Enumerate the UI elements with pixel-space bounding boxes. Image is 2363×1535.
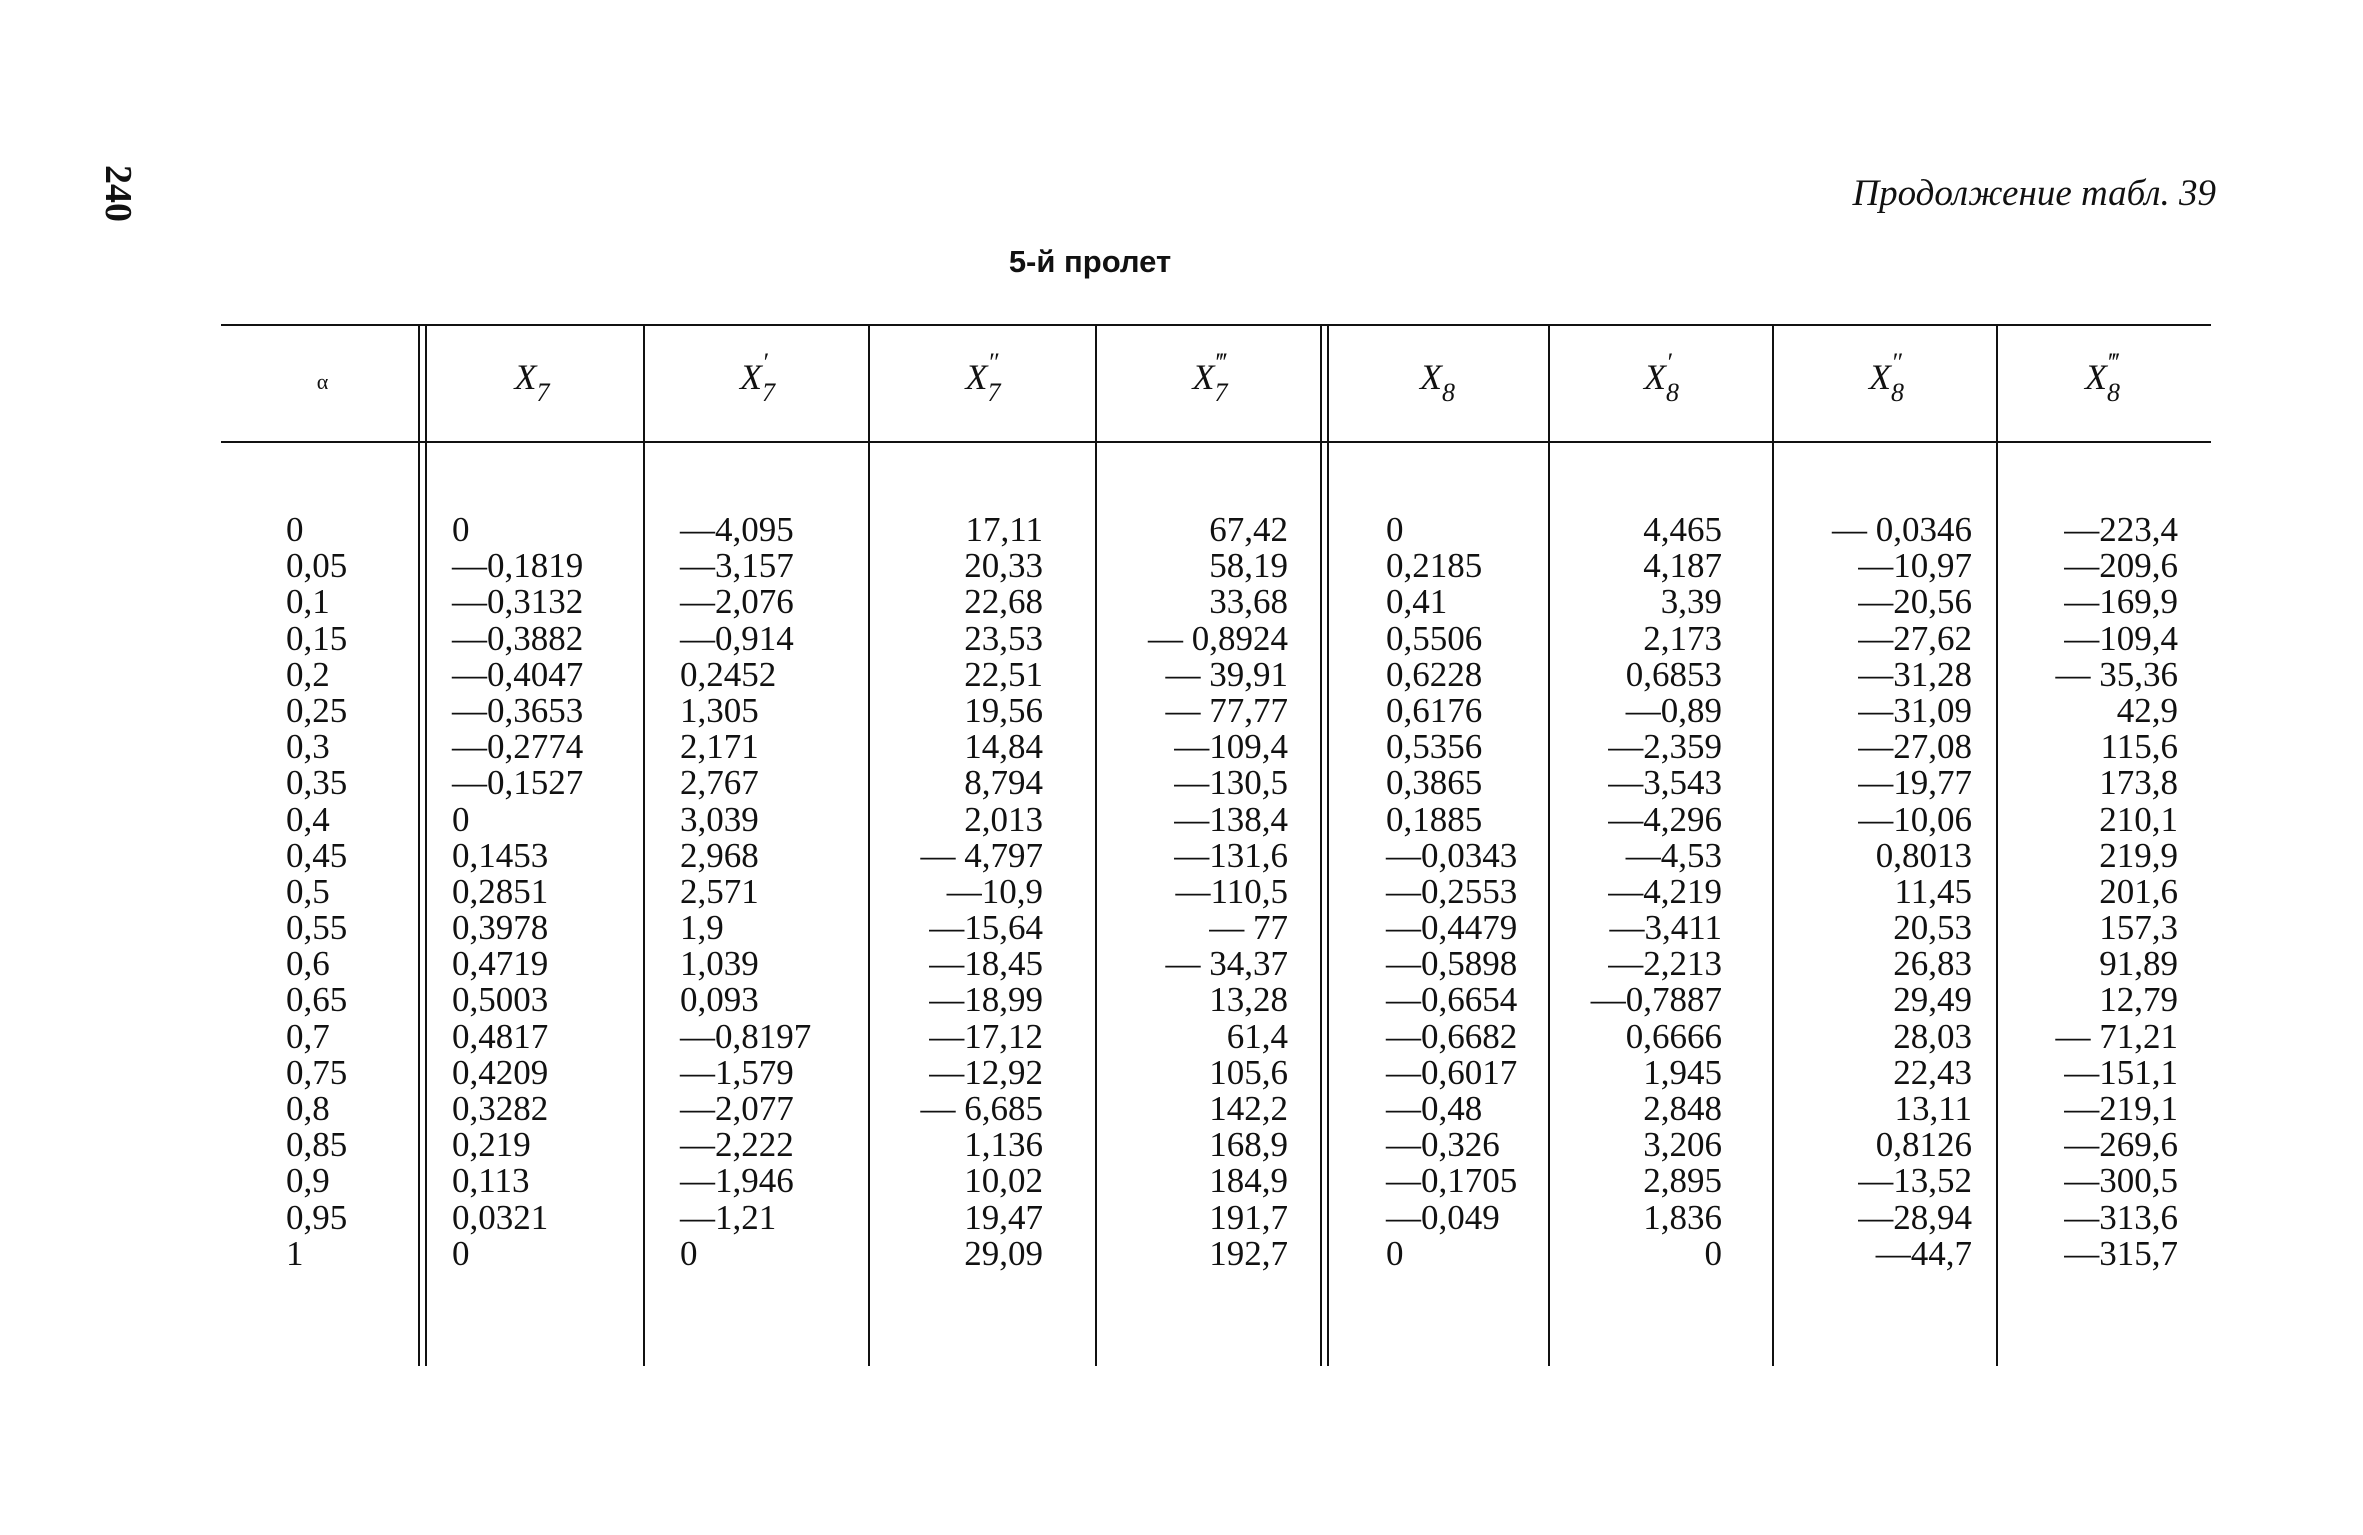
column-values-X7p [680, 512, 840, 1272]
column-header-prime: ″ [1891, 348, 1902, 377]
table-cell: 0,3282 [452, 1089, 549, 1128]
table-cell: 3,039 [680, 799, 759, 839]
table-cell: —18,45 [929, 944, 1043, 984]
table-cell: —0,6654 [1386, 980, 1518, 1020]
column-header-label: X [1192, 357, 1215, 397]
column-header-X8 [1330, 356, 1545, 407]
table-cell: —0,2774 [452, 727, 584, 767]
table-cell: 11,45 [1894, 871, 1972, 911]
table-cell: 0,85 [286, 1125, 348, 1165]
table-cell: 0,4719 [452, 944, 549, 984]
table-cell: 29,09 [964, 1233, 1043, 1273]
column-divider [643, 326, 645, 1366]
table-cell: —2,222 [680, 1125, 794, 1165]
table-cell: —169,9 [2064, 582, 2178, 622]
table-cell: 0,6 [286, 944, 330, 984]
table-cell: 0 [286, 510, 304, 549]
table-cell: —0,89 [1625, 690, 1722, 730]
column-header-prime: ′ [762, 348, 768, 377]
table-cell: —10,9 [946, 871, 1043, 911]
table-cell: 12,79 [2099, 980, 2178, 1020]
table-cell: — 35,36 [2055, 654, 2178, 694]
table-cell: —3,543 [1608, 763, 1722, 803]
table-cell: —151,1 [2064, 1052, 2178, 1092]
table-cell: —269,6 [2064, 1125, 2178, 1165]
table-cell: 2,968 [680, 835, 759, 875]
column-header-X8ppp [2002, 348, 2203, 407]
column-header-label: X [1420, 357, 1442, 397]
table-cell: 0,2851 [452, 871, 549, 911]
table-cell: 33,68 [1209, 582, 1288, 622]
table-cell: 0,45 [286, 835, 348, 875]
table-cell: —109,4 [2064, 618, 2178, 658]
table-cell: 210,1 [2099, 799, 2178, 839]
table-cell: 4,187 [1643, 546, 1722, 586]
table-cell: 67,42 [1209, 510, 1288, 549]
table-cell: —0,3882 [452, 618, 584, 658]
table-cell: —0,1705 [1386, 1161, 1518, 1201]
column-values-X8ppp [2028, 512, 2178, 1272]
table-cell: — 77 [1209, 908, 1288, 948]
table-cell: 0,75 [286, 1052, 348, 1092]
column-divider [1320, 326, 1329, 1366]
table-cell: 0,1885 [1386, 799, 1483, 839]
table-cell: 1,836 [1643, 1197, 1722, 1237]
table-cell: —0,48 [1386, 1089, 1483, 1128]
table-cell: —2,213 [1608, 944, 1722, 984]
table-cell: 28,03 [1893, 1016, 1972, 1056]
column-values-X7 [452, 512, 612, 1272]
table-cell: 0 [1386, 1233, 1404, 1273]
table-cell: — 77,77 [1165, 690, 1288, 730]
table-cell: 0 [1704, 1233, 1722, 1273]
column-values-X7pp [900, 512, 1043, 1272]
table-cell: 191,7 [1209, 1197, 1288, 1237]
column-header-label: X [514, 357, 537, 397]
table-cell: —3,411 [1609, 908, 1722, 948]
table-cell: —138,4 [1174, 799, 1288, 839]
table-cell: —19,77 [1858, 763, 1972, 803]
table-cell: 22,51 [964, 654, 1043, 694]
table-cell: 8,794 [964, 763, 1043, 803]
table-cell: 0,2452 [680, 654, 777, 694]
table-cell: 0 [452, 799, 470, 839]
column-divider [1095, 326, 1097, 1366]
table-cell: 23,53 [964, 618, 1043, 658]
table-cell: — 39,91 [1165, 654, 1288, 694]
table-cell: 29,49 [1893, 980, 1972, 1020]
table-cell: 0,4 [286, 799, 330, 839]
table-cell: —0,4479 [1386, 908, 1518, 948]
table-cell: 22,43 [1893, 1052, 1972, 1092]
table-cell: 0,6176 [1386, 690, 1483, 730]
table-cell: 184,9 [1209, 1161, 1288, 1201]
table-cell: —12,92 [929, 1052, 1043, 1092]
table-cell: 0 [452, 510, 470, 549]
table-cell: 61,4 [1226, 1016, 1288, 1056]
table-cell: —15,64 [929, 908, 1043, 948]
table-cell: 0,9 [286, 1161, 330, 1201]
table-cell: —31,09 [1858, 690, 1972, 730]
column-header-subscript: 7 [536, 378, 550, 407]
table-cell: —18,99 [929, 980, 1043, 1020]
table-cell: 0,41 [1386, 582, 1448, 622]
table-cell: —17,12 [929, 1016, 1043, 1056]
table-cell: 1,136 [964, 1125, 1043, 1165]
table-cell: 142,2 [1209, 1089, 1288, 1128]
column-header-subscript: 7 [987, 378, 1001, 407]
table-cell: —0,5898 [1386, 944, 1518, 984]
table-cell: 0,6666 [1625, 1016, 1722, 1056]
table-cell: 42,9 [2116, 690, 2178, 730]
table-cell: 2,171 [680, 727, 759, 767]
table-cell: 0,2185 [1386, 546, 1483, 586]
table-cell: 1 [286, 1233, 304, 1273]
column-header-X7p [650, 348, 865, 407]
page-number: 240 [97, 165, 139, 222]
table-cell: 13,11 [1894, 1089, 1972, 1128]
table-cell: 2,173 [1643, 618, 1722, 658]
column-header-prime: ″ [987, 348, 999, 377]
column-header-subscript: 7 [1214, 378, 1228, 407]
table-cell: 168,9 [1209, 1125, 1288, 1165]
table-cell: 19,47 [964, 1197, 1043, 1237]
table-cell: 201,6 [2099, 871, 2178, 911]
column-header-X7ppp [1100, 348, 1320, 407]
table-cell: —0,1819 [452, 546, 584, 586]
column-values-X8p [1572, 512, 1722, 1272]
table-cell: —0,3132 [452, 582, 584, 622]
table-cell: 0,95 [286, 1197, 348, 1237]
table-cell: 0,8 [286, 1089, 330, 1128]
table-cell: 2,895 [1643, 1161, 1722, 1201]
table-continuation-caption: Продолжение табл. 39 [1852, 173, 2216, 214]
table-cell: —3,157 [680, 546, 794, 586]
table-cell: —0,6682 [1386, 1016, 1518, 1056]
table-cell: —110,5 [1175, 871, 1288, 911]
table-cell: —31,28 [1858, 654, 1972, 694]
table-cell: —0,8197 [680, 1016, 812, 1056]
table-cell: 17,11 [965, 510, 1043, 549]
table-cell: —10,06 [1858, 799, 1972, 839]
table-cell: —131,6 [1174, 835, 1288, 875]
table-cell: 0,55 [286, 908, 348, 948]
table-cell: 0,219 [452, 1125, 531, 1165]
table-cell: —315,7 [2064, 1233, 2178, 1273]
column-header-X7 [424, 356, 640, 407]
table-cell: —0,0343 [1386, 835, 1518, 875]
table-cell: 2,571 [680, 871, 759, 911]
column-divider [1996, 326, 1998, 1366]
table-cell: —219,1 [2064, 1089, 2178, 1128]
table-cell: 0,4817 [452, 1016, 549, 1056]
table-cell: 1,039 [680, 944, 759, 984]
table-cell: —27,62 [1858, 618, 1972, 658]
column-header-subscript: 7 [762, 378, 775, 407]
table-cell: —1,579 [680, 1052, 794, 1092]
table-cell: 0,65 [286, 980, 348, 1020]
table-cell: 0,5003 [452, 980, 549, 1020]
column-values-X8pp [1795, 512, 1972, 1272]
table-cell: 0,3978 [452, 908, 549, 948]
table-cell: —313,6 [2064, 1197, 2178, 1237]
column-header-subscript: 8 [1442, 378, 1455, 407]
table-cell: —2,077 [680, 1089, 794, 1128]
table-cell: —28,94 [1858, 1197, 1972, 1237]
table-cell: 0,6853 [1625, 654, 1722, 694]
table-cell: 0,4209 [452, 1052, 549, 1092]
table-cell: 0,25 [286, 690, 348, 730]
table-cell: 0,0321 [452, 1197, 549, 1237]
table-cell: 1,305 [680, 690, 759, 730]
table-cell: —0,7887 [1590, 980, 1722, 1020]
table-cell: —13,52 [1858, 1161, 1972, 1201]
column-header-prime: ‴ [1214, 348, 1226, 377]
table-cell: 3,206 [1643, 1125, 1722, 1165]
table-cell: 4,465 [1643, 510, 1722, 549]
table-cell: —0,2553 [1386, 871, 1518, 911]
table-cell: —0,049 [1386, 1197, 1500, 1237]
table-cell: 105,6 [1209, 1052, 1288, 1092]
table-cell: 2,848 [1643, 1089, 1722, 1128]
table-cell: 1,9 [680, 908, 724, 948]
column-divider [868, 326, 870, 1366]
column-header-alpha [230, 356, 415, 398]
table-cell: —4,095 [680, 510, 794, 549]
table-cell: —0,4047 [452, 654, 584, 694]
table-cell: 192,7 [1209, 1233, 1288, 1273]
table-cell: —0,326 [1386, 1125, 1500, 1165]
table-cell: 91,89 [2099, 944, 2178, 984]
column-header-label: X [740, 357, 762, 397]
table-cell: —44,7 [1875, 1233, 1972, 1273]
table-cell: —1,946 [680, 1161, 794, 1201]
table-cell: 0,2 [286, 654, 330, 694]
table-cell: —109,4 [1174, 727, 1288, 767]
table-cell: 26,83 [1893, 944, 1972, 984]
table-cell: 22,68 [964, 582, 1043, 622]
table-cell: 0,8013 [1875, 835, 1972, 875]
table-cell: —0,914 [680, 618, 794, 658]
table-cell: —2,359 [1608, 727, 1722, 767]
table-cell: 0,6228 [1386, 654, 1483, 694]
table-cell: —0,3653 [452, 690, 584, 730]
table-cell: —0,6017 [1386, 1052, 1518, 1092]
column-header-prime: ‴ [2107, 348, 2118, 377]
table-cell: 0,15 [286, 618, 348, 658]
table-cell: 0,113 [452, 1161, 530, 1201]
table-cell: 14,84 [964, 727, 1043, 767]
table-cell: 0 [452, 1233, 470, 1273]
table-cell: — 0,8924 [1148, 618, 1288, 658]
table-cell: 2,013 [964, 799, 1043, 839]
table-cell: 2,767 [680, 763, 759, 803]
table-cell: —130,5 [1174, 763, 1288, 803]
table-cell: 0,1453 [452, 835, 549, 875]
column-divider [1772, 326, 1774, 1366]
table-cell: —300,5 [2064, 1161, 2178, 1201]
table-cell: —2,076 [680, 582, 794, 622]
table-cell: — 0,0346 [1832, 510, 1972, 549]
table-cell: 173,8 [2099, 763, 2178, 803]
table-cell: 0,35 [286, 763, 348, 803]
column-header-X8p [1553, 348, 1770, 407]
table-cell: — 71,21 [2055, 1016, 2178, 1056]
table-cell: 20,53 [1893, 908, 1972, 948]
table-cell: — 4,797 [920, 835, 1043, 875]
table-header-rule [221, 441, 2211, 443]
column-values-alpha [286, 512, 426, 1272]
table-cell: 0,5506 [1386, 618, 1483, 658]
table-cell: 19,56 [964, 690, 1043, 730]
column-header-X7pp [874, 348, 1092, 407]
table-cell: —4,53 [1625, 835, 1722, 875]
column-header-subscript: 8 [1666, 378, 1679, 407]
table-cell: 0,093 [680, 980, 759, 1020]
table-cell: 20,33 [964, 546, 1043, 586]
table-cell: —10,97 [1858, 546, 1972, 586]
span-title: 5-й пролет [1008, 244, 1172, 279]
table-cell: —20,56 [1858, 582, 1972, 622]
column-header-label: X [965, 357, 988, 397]
column-values-X7ppp [1128, 512, 1288, 1272]
table-cell: —209,6 [2064, 546, 2178, 586]
table-cell: 0,5356 [1386, 727, 1483, 767]
table-cell: —0,1527 [452, 763, 584, 803]
table-cell: 0,3 [286, 727, 330, 767]
column-header-subscript: 8 [1891, 378, 1904, 407]
column-header-prime: ′ [1666, 348, 1672, 377]
table-cell: 0,8126 [1875, 1125, 1972, 1165]
table-cell: 0,1 [286, 582, 330, 622]
table-top-rule [221, 324, 2211, 326]
column-header-label: X [2085, 357, 2107, 397]
column-header-subscript: 8 [2107, 378, 2120, 407]
table-cell: 0,05 [286, 546, 348, 586]
table-cell: 0,7 [286, 1016, 330, 1056]
table-cell: 1,945 [1643, 1052, 1722, 1092]
table-cell: 13,28 [1209, 980, 1288, 1020]
table-cell: —1,21 [680, 1197, 777, 1237]
column-divider [1548, 326, 1550, 1366]
table-cell: 157,3 [2099, 908, 2178, 948]
table-cell: — 6,685 [920, 1089, 1043, 1128]
table-cell: —223,4 [2064, 510, 2178, 549]
column-header-label: α [316, 369, 329, 394]
column-header-label: X [1644, 357, 1666, 397]
table-cell: —27,08 [1858, 727, 1972, 767]
table-cell: 0 [1386, 510, 1404, 549]
table-cell: 0,5 [286, 871, 330, 911]
table-cell: 58,19 [1209, 546, 1288, 586]
table-cell: — 34,37 [1165, 944, 1288, 984]
table-cell: 219,9 [2099, 835, 2178, 875]
column-header-label: X [1869, 357, 1891, 397]
column-values-X8 [1386, 512, 1546, 1272]
table-cell: 10,02 [964, 1161, 1043, 1201]
table-cell: 0 [680, 1233, 698, 1273]
column-header-X8pp [1780, 348, 1993, 407]
table-cell: —4,219 [1608, 871, 1722, 911]
table-cell: —4,296 [1608, 799, 1722, 839]
table-cell: 115,6 [2100, 727, 2178, 767]
table-cell: 3,39 [1660, 582, 1722, 622]
table-cell: 0,3865 [1386, 763, 1483, 803]
